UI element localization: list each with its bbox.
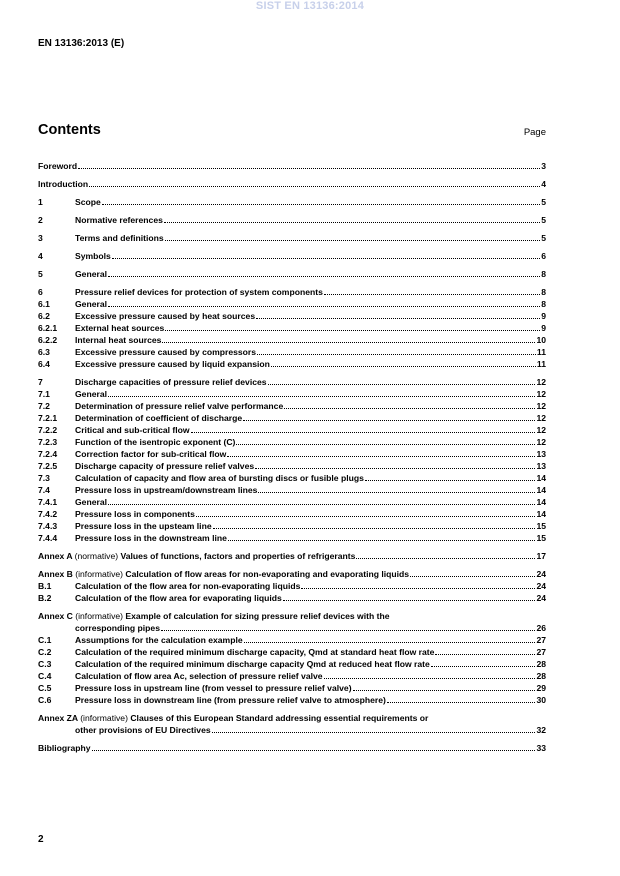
leader-dots — [227, 455, 535, 457]
toc-entry-annex-a[interactable] — [38, 550, 546, 562]
toc-entry[interactable] — [38, 214, 546, 226]
toc-title-continued: other provisions of EU Directives — [75, 725, 211, 735]
toc-page: 11 — [536, 359, 546, 369]
toc-number: 1 — [38, 197, 43, 207]
toc-entry[interactable] — [38, 388, 546, 400]
toc-title: Excessive pressure caused by liquid expansion — [75, 359, 270, 369]
toc-page: 8 — [541, 287, 546, 297]
toc-title: Pressure loss in downstream line (from pressure relief valve to atmosphere) — [75, 695, 386, 705]
annex-label: Annex C — [38, 611, 73, 621]
toc-entry[interactable] — [38, 520, 546, 532]
toc-page: 27 — [536, 647, 546, 657]
annex-title: Clauses of this European Standard addressing essential requirements or — [130, 713, 429, 723]
annex-label: Annex ZA — [38, 713, 78, 723]
toc-entry[interactable] — [38, 424, 546, 436]
annex-label: Annex A — [38, 551, 73, 561]
leader-dots — [213, 527, 536, 529]
toc-entry[interactable] — [38, 634, 546, 646]
toc-page: 14 — [536, 509, 546, 519]
leader-dots — [410, 575, 535, 577]
toc-number: 7.3 — [38, 473, 50, 483]
toc-title: Discharge capacity of pressure relief valves — [75, 461, 255, 471]
toc-page: 15 — [536, 521, 546, 531]
leader-dots — [256, 317, 540, 319]
toc-number: C.1 — [38, 635, 52, 645]
toc-title: External heat sources — [75, 323, 165, 333]
toc-number: 6.4 — [38, 359, 50, 369]
toc-title: Normative references — [75, 215, 163, 225]
leader-dots — [112, 257, 540, 259]
toc-title: Introduction — [38, 179, 89, 189]
toc-title: General — [75, 497, 108, 507]
toc-entry[interactable] — [38, 448, 546, 460]
toc-title: Correction factor for sub-critical flow — [75, 449, 227, 459]
annex-label: Annex B — [38, 569, 73, 579]
toc-page: 12 — [536, 401, 546, 411]
leader-dots — [284, 407, 535, 409]
toc-number: C.5 — [38, 683, 52, 693]
toc-page: 33 — [536, 743, 546, 753]
toc-title: Symbols — [75, 251, 111, 261]
toc-entry[interactable] — [38, 358, 546, 370]
toc-number: 7.2.3 — [38, 437, 58, 447]
toc-page: 9 — [541, 311, 546, 321]
toc-page: 12 — [536, 377, 546, 387]
leader-dots — [244, 641, 536, 643]
toc-entry[interactable] — [38, 496, 546, 508]
toc-title — [38, 550, 355, 562]
toc-number: 6.2.1 — [38, 323, 58, 333]
toc-entry[interactable] — [38, 694, 546, 706]
toc-page: 10 — [536, 335, 546, 345]
leader-dots — [161, 629, 535, 631]
toc-title: Pressure relief devices for protection of system components — [75, 287, 323, 297]
leader-dots — [228, 539, 536, 541]
leader-dots — [89, 185, 540, 187]
toc-entry[interactable] — [38, 460, 546, 472]
toc-page: 28 — [536, 659, 546, 669]
toc-entry[interactable] — [38, 196, 546, 208]
toc-entry[interactable] — [38, 298, 546, 310]
toc-entry[interactable] — [38, 670, 546, 682]
toc-page: 24 — [536, 581, 546, 591]
toc-page: 27 — [536, 635, 546, 645]
annex-title: Example of calculation for sizing pressure relief devices with the — [125, 611, 390, 621]
toc-page: 3 — [541, 161, 546, 171]
toc-entry-annex-za[interactable] — [38, 712, 546, 724]
toc-title: General — [75, 269, 108, 279]
toc-number: 6.2.2 — [38, 335, 58, 345]
toc-title: Pressure loss in upstream line (from vessel to pressure relief valve) — [75, 683, 352, 693]
toc-page: 30 — [536, 695, 546, 705]
toc-number: 6 — [38, 287, 43, 297]
leader-dots — [257, 353, 536, 355]
leader-dots — [356, 557, 535, 559]
toc-page: 5 — [541, 197, 546, 207]
toc-page: 4 — [541, 179, 546, 189]
leader-dots — [108, 395, 535, 397]
toc-page: 29 — [536, 683, 546, 693]
toc-number: 7.2.2 — [38, 425, 58, 435]
leader-dots — [283, 599, 536, 601]
document-id: EN 13136:2013 (E) — [38, 38, 125, 49]
toc-page: 5 — [541, 233, 546, 243]
toc-page: 13 — [536, 461, 546, 471]
toc-title: Determination of pressure relief valve performance — [75, 401, 284, 411]
toc-number: 7.4 — [38, 485, 50, 495]
leader-dots — [353, 689, 536, 691]
toc-number: 6.3 — [38, 347, 50, 357]
toc-title: Discharge capacities of pressure relief devices — [75, 377, 267, 387]
toc-title-continued: corresponding pipes — [75, 623, 160, 633]
toc-page: 14 — [536, 485, 546, 495]
toc-entry[interactable] — [38, 160, 546, 172]
leader-dots — [212, 731, 536, 733]
toc-entry[interactable] — [38, 400, 546, 412]
toc-title: Calculation of the required minimum discharge capacity, Qmd at standard heat flow rate — [75, 647, 435, 657]
annex-title: Values of functions, factors and properties of refrigerants — [120, 551, 356, 561]
toc-number: C.3 — [38, 659, 52, 669]
toc-number: 3 — [38, 233, 43, 243]
toc-entry[interactable] — [38, 592, 546, 604]
leader-dots — [164, 221, 540, 223]
toc-title: Critical and sub-critical flow — [75, 425, 190, 435]
toc-page: 28 — [536, 671, 546, 681]
toc-entry[interactable] — [38, 346, 546, 358]
toc-title: Foreword — [38, 161, 78, 171]
leader-dots — [258, 491, 535, 493]
leader-dots — [301, 587, 535, 589]
toc-title: Function of the isentropic exponent (C) — [75, 437, 236, 447]
toc-number: 4 — [38, 251, 43, 261]
toc-number: 7.2.1 — [38, 413, 58, 423]
toc-title: Calculation of capacity and flow area of bursting discs or fusible plugs — [75, 473, 364, 483]
toc-title: Calculation of the required minimum discharge capacity Qmd at reduced heat flow rate — [75, 659, 430, 669]
leader-dots — [165, 239, 541, 241]
toc-entry[interactable] — [38, 178, 546, 190]
toc-title: Pressure loss in the upsteam line — [75, 521, 212, 531]
watermark: SIST EN 13136:2014 — [255, 0, 365, 12]
toc-page: 9 — [541, 323, 546, 333]
toc-number: B.2 — [38, 593, 52, 603]
toc-title — [38, 610, 390, 622]
toc-title: Calculation of the flow area for non-evaporating liquids — [75, 581, 301, 591]
annex-title: Calculation of flow areas for non-evaporating and evaporating liquids — [125, 569, 410, 579]
toc-entry-continuation[interactable] — [38, 622, 546, 634]
toc-page: 5 — [541, 215, 546, 225]
leader-dots — [271, 365, 536, 367]
toc-title: Determination of coefficient of discharge — [75, 413, 243, 423]
leader-dots — [268, 383, 536, 385]
toc-page: 12 — [536, 437, 546, 447]
toc-number: 7.4.1 — [38, 497, 58, 507]
leader-dots — [435, 653, 535, 655]
leader-dots — [243, 419, 535, 421]
toc-entry[interactable] — [38, 322, 546, 334]
toc-entry[interactable] — [38, 682, 546, 694]
toc-entry-annex-c[interactable] — [38, 610, 546, 622]
leader-dots — [92, 749, 536, 751]
leader-dots — [108, 305, 540, 307]
toc-entry-annex-b[interactable] — [38, 568, 546, 580]
page-column-label: Page — [523, 127, 546, 138]
toc-number: 6.2 — [38, 311, 50, 321]
toc-page: 32 — [536, 725, 546, 735]
toc-title: General — [75, 389, 108, 399]
toc-entry[interactable] — [38, 334, 546, 346]
toc-entry[interactable] — [38, 436, 546, 448]
leader-dots — [108, 275, 540, 277]
annex-kind: (informative) — [75, 611, 124, 621]
toc-page: 8 — [541, 299, 546, 309]
toc-number: C.2 — [38, 647, 52, 657]
toc-number: 7.2.4 — [38, 449, 58, 459]
toc-entry[interactable] — [38, 286, 546, 298]
table-of-contents — [38, 160, 546, 754]
leader-dots — [78, 167, 540, 169]
toc-page: 11 — [536, 347, 546, 357]
toc-entry[interactable] — [38, 412, 546, 424]
toc-title — [38, 568, 409, 580]
toc-entry[interactable] — [38, 580, 546, 592]
toc-title: Calculation of the flow area for evaporating liquids — [75, 593, 282, 603]
toc-title: Excessive pressure caused by heat sources — [75, 311, 256, 321]
toc-number: 7 — [38, 377, 43, 387]
toc-page: 15 — [536, 533, 546, 543]
toc-entry[interactable] — [38, 250, 546, 262]
toc-number: 7.1 — [38, 389, 50, 399]
annex-kind: (normative) — [74, 551, 119, 561]
toc-page: 24 — [536, 569, 546, 579]
toc-number: 5 — [38, 269, 43, 279]
leader-dots — [236, 443, 535, 445]
toc-page: 26 — [536, 623, 546, 633]
toc-entry[interactable] — [38, 268, 546, 280]
toc-page: 6 — [541, 251, 546, 261]
toc-title: General — [75, 299, 108, 309]
toc-number: C.4 — [38, 671, 52, 681]
toc-title: Internal heat sources — [75, 335, 162, 345]
toc-page: 12 — [536, 425, 546, 435]
toc-page: 12 — [536, 389, 546, 399]
toc-entry[interactable] — [38, 484, 546, 496]
toc-title: Scope — [75, 197, 101, 207]
leader-dots — [165, 329, 540, 331]
toc-number: 7.4.4 — [38, 533, 58, 543]
toc-number: 7.2.5 — [38, 461, 58, 471]
toc-entry[interactable] — [38, 646, 546, 658]
leader-dots — [255, 467, 535, 469]
leader-dots — [431, 665, 536, 667]
toc-number: B.1 — [38, 581, 52, 591]
leader-dots — [324, 677, 536, 679]
toc-number: 7.2 — [38, 401, 50, 411]
toc-number: C.6 — [38, 695, 52, 705]
toc-entry[interactable] — [38, 658, 546, 670]
toc-page: 13 — [536, 449, 546, 459]
toc-number: 7.4.3 — [38, 521, 58, 531]
annex-kind: (informative) — [75, 569, 124, 579]
toc-title: Pressure loss in components — [75, 509, 195, 519]
contents-heading: Contents — [38, 122, 101, 138]
leader-dots — [162, 341, 535, 343]
toc-entry[interactable] — [38, 232, 546, 244]
toc-page: 14 — [536, 473, 546, 483]
toc-page: 14 — [536, 497, 546, 507]
toc-title: Pressure loss in upstream/downstream lines — [75, 485, 258, 495]
toc-title: Assumptions for the calculation example — [75, 635, 243, 645]
toc-number: 2 — [38, 215, 43, 225]
leader-dots — [365, 479, 536, 481]
leader-dots — [387, 701, 536, 703]
toc-page: 12 — [536, 413, 546, 423]
toc-page: 8 — [541, 269, 546, 279]
leader-dots — [102, 203, 540, 205]
toc-entry[interactable] — [38, 508, 546, 520]
toc-number: 6.1 — [38, 299, 50, 309]
toc-number: 7.4.2 — [38, 509, 58, 519]
page-number: 2 — [38, 834, 44, 845]
leader-dots — [324, 293, 540, 295]
toc-entry[interactable] — [38, 742, 546, 754]
leader-dots — [191, 431, 536, 433]
leader-dots — [108, 503, 535, 505]
toc-title: Pressure loss in the downstream line — [75, 533, 227, 543]
leader-dots — [196, 515, 536, 517]
toc-entry[interactable] — [38, 532, 546, 544]
annex-kind: (informative) — [80, 713, 128, 723]
toc-entry[interactable] — [38, 376, 546, 388]
toc-page: 24 — [536, 593, 546, 603]
toc-title: Bibliography — [38, 743, 91, 753]
toc-page: 17 — [536, 551, 546, 561]
toc-entry[interactable] — [38, 310, 546, 322]
toc-title: Terms and definitions — [75, 233, 164, 243]
toc-entry[interactable] — [38, 472, 546, 484]
toc-title: Calculation of flow area Ac, selection of pressure relief valve — [75, 671, 323, 681]
toc-title — [38, 712, 428, 724]
toc-title: Excessive pressure caused by compressors — [75, 347, 257, 357]
toc-entry-continuation[interactable] — [38, 724, 546, 736]
